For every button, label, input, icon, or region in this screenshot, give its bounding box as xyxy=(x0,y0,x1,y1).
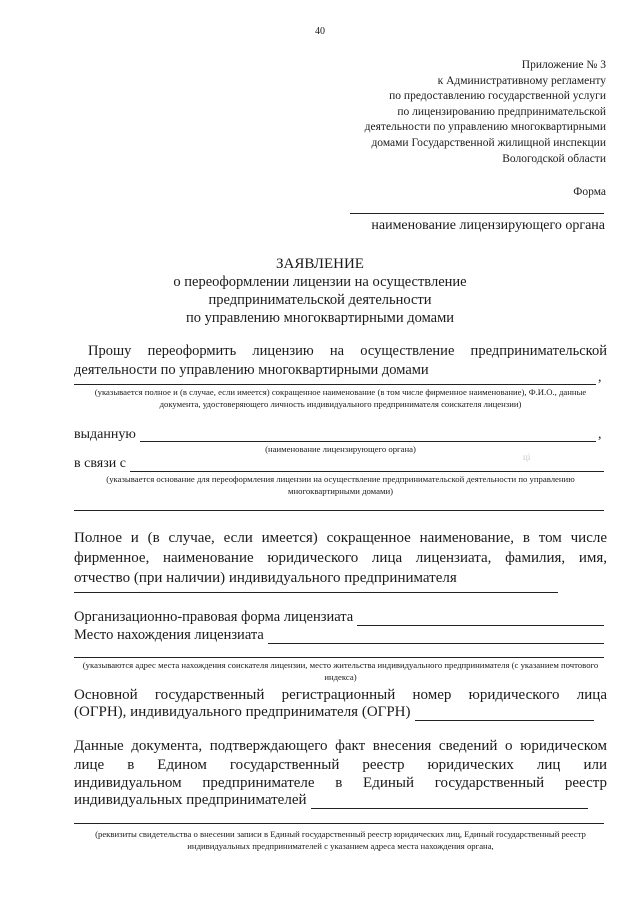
issued-by-field[interactable] xyxy=(74,441,596,442)
appendix-line: Вологодской области xyxy=(502,152,606,165)
request-line: деятельности по управлению многоквартирными домами xyxy=(74,362,429,378)
page-number: 40 xyxy=(315,26,325,37)
appendix-line: по лицензированию предпринимательской xyxy=(397,105,606,118)
applicant-note: (указывается полное и (в случае, если имеется) сокращенное наименование (в том числе фирменное наименование), Ф.И.О., данные документа, удостоверяющего личность индивидуального предпринимателя соискателя лицензии) xyxy=(94,387,587,409)
subtitle-line: предпринимательской деятельности xyxy=(208,292,432,308)
reason-field-continued[interactable] xyxy=(74,510,604,511)
appendix-line: домами Государственной жилищной инспекции xyxy=(371,136,606,149)
full-name-field[interactable] xyxy=(74,592,558,593)
comma: , xyxy=(598,427,602,442)
location-note: (указываются адрес места нахождения соискателя лицензии, место жительства индивидуального предпринимателя (с указанием почтового индекса) xyxy=(82,660,599,682)
reason-field[interactable] xyxy=(74,471,604,472)
applicant-name-field[interactable] xyxy=(74,384,596,385)
location-field-continued[interactable] xyxy=(74,657,604,658)
full-name-line: отчество (при наличии) индивидуального предпринимателя xyxy=(74,570,457,586)
org-form-label: Организационно-правовая форма лицензиата xyxy=(74,609,357,626)
full-name-line: Полное и (в случае, если имеется) сокращенное наименование, в том числе xyxy=(74,530,607,546)
registry-line: индивидуальном предпринимателе в Единый государственный реестр xyxy=(74,775,607,791)
reason-note: (указывается основание для переоформления лицензии на осуществление предпринимательской деятельности по управлению многоквартирными домами) xyxy=(106,474,575,496)
request-line: Прошу переоформить лицензию на осуществление предпринимательской xyxy=(88,343,607,359)
full-name-line: фирменное, наименование юридического лица лицензиата, фамилия, имя, xyxy=(74,550,607,566)
reason-label: в связи с xyxy=(74,456,130,472)
appendix-line: деятельности по управлению многоквартирными xyxy=(364,121,606,134)
licensing-authority-field[interactable] xyxy=(350,213,604,214)
document-title: ЗАЯВЛЕНИЕ xyxy=(276,256,364,272)
subtitle-line: о переоформлении лицензии на осуществление xyxy=(173,274,467,290)
appendix-line: Приложение № 3 xyxy=(521,59,606,71)
appendix-line: по предоставлению государственной услуги xyxy=(389,90,606,103)
form-label: Форма xyxy=(573,186,606,198)
issued-note: (наименование лицензирующего органа) xyxy=(265,444,416,454)
registry-line: индивидуальных предпринимателей xyxy=(74,792,311,809)
appendix-header xyxy=(365,58,606,167)
full-name-paragraph xyxy=(74,528,607,588)
registry-note: (реквизиты свидетельства о внесении записи в Единый государственный реестр юридических лиц, Единый государственный реестр индивидуальных предпринимателей с указанием адреса места нахождения органа, xyxy=(95,829,586,851)
comma: , xyxy=(598,370,602,385)
registry-line: Данные документа, подтверждающего факт внесения сведений о юридическом xyxy=(74,738,607,754)
document-subtitle xyxy=(0,273,640,327)
registry-line: лице в Едином государственный реестр юридических лиц или xyxy=(74,756,607,773)
faint-stamp-mark: ці xyxy=(523,452,531,462)
location-label: Место нахождения лицензиата xyxy=(74,627,268,644)
registry-field-continued[interactable] xyxy=(74,823,604,824)
registry-paragraph xyxy=(74,737,607,793)
licensing-authority-caption: наименование лицензирующего органа xyxy=(371,218,605,233)
issued-label: выданную xyxy=(74,427,140,443)
appendix-line: к Административному регламенту xyxy=(437,74,606,87)
subtitle-line: по управлению многоквартирными домами xyxy=(185,310,455,326)
ogrn-paragraph xyxy=(74,686,607,705)
ogrn-line: Основной государственный регистрационный номер юридического лица xyxy=(74,687,607,703)
ogrn-line: (ОГРН), индивидуального предпринимателя (ОГРН) xyxy=(74,704,415,721)
request-paragraph xyxy=(74,342,607,380)
